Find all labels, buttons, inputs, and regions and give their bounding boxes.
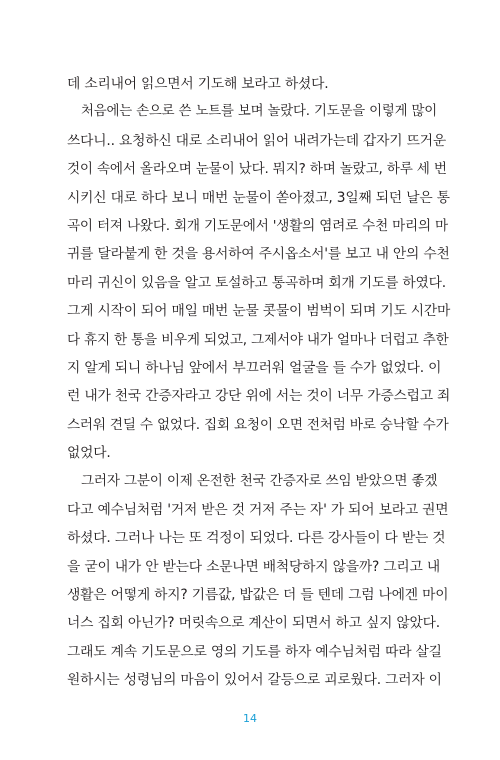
text-line: 시키신 대로 하다 보니 매번 눈물이 쏟아졌고, 3일째 되던 날은 통 (67, 189, 450, 206)
body-text (67, 70, 451, 695)
text-line: 을 굳이 내가 안 받는다 소문나면 배척당하지 않을까? 그리고 내 (67, 558, 440, 575)
page-number: 14 (243, 712, 257, 725)
text-line: 그래도 계속 기도문으로 영의 기도를 하자 예수님처럼 따라 살길 (67, 643, 442, 660)
text-line: 그러자 그분이 이제 온전한 천국 간증자로 쓰임 받았으면 좋겠 (81, 473, 438, 490)
text-line: 다 휴지 한 통을 비우게 되었고, 그제서야 내가 얼마나 더럽고 추한 (67, 331, 449, 348)
text-line: 처음에는 손으로 쓴 노트를 보며 놀랐다. 기도문을 이렇게 많이 (81, 104, 437, 120)
paragraph (67, 98, 451, 467)
text-line: 다고 예수님처럼 '거저 받은 것 거저 주는 자' 가 되어 보라고 권면 (67, 501, 449, 518)
text-line: 생활은 어떻게 하지? 기름값, 밥값은 더 들 텐데 그럼 나에겐 마이 (67, 587, 449, 604)
text-line: 하셨다. 그러나 나는 또 걱정이 되었다. 다른 강사들이 다 받는 것 (67, 530, 446, 547)
text-line: 없었다. (67, 445, 111, 462)
text-line: 원하시는 성령님의 마음이 있어서 갈등으로 괴로웠다. 그러자 이 (67, 672, 442, 689)
text-line: 런 내가 천국 간증자라고 강단 위에 서는 것이 너무 가증스럽고 죄 (67, 388, 451, 405)
text-line: 것이 속에서 올라오며 눈물이 났다. 뭐지? 하며 놀랐고, 하루 세 번 (67, 161, 447, 178)
text-line: 지 알게 되니 하나님 앞에서 부끄러워 얼굴을 들 수가 없었다. 이 (67, 359, 442, 376)
text-line: 스러워 견딜 수 없었다. 집회 요청이 오면 전처럼 바로 승낙할 수가 (67, 416, 449, 433)
text-line: 곡이 터져 나왔다. 회개 기도문에서 '생활의 염려로 수천 마리의 마 (67, 217, 448, 234)
text-line: 너스 집회 아닌가? 머릿속으로 계산이 되면서 하고 싶지 않았다. (67, 615, 440, 632)
text-line: 마리 귀신이 있음을 알고 토설하고 통곡하며 회개 기도를 하였다. (67, 274, 446, 291)
text-line: 귀를 달라붙게 한 것을 용서하여 주시옵소서'를 보고 내 안의 수천 (67, 246, 450, 263)
paragraph (67, 467, 449, 694)
paragraph (67, 70, 437, 98)
text-line: 그게 시작이 되어 매일 매번 눈물 콧물이 범벅이 되며 기도 시간마 (67, 303, 451, 320)
text-line: 데 소리내어 읽으면서 기도해 보라고 하셨다. (67, 76, 329, 92)
text-line: 쓰다니.. 요청하신 대로 소리내어 읽어 내려가는데 갑자기 뜨거운 (67, 132, 446, 149)
